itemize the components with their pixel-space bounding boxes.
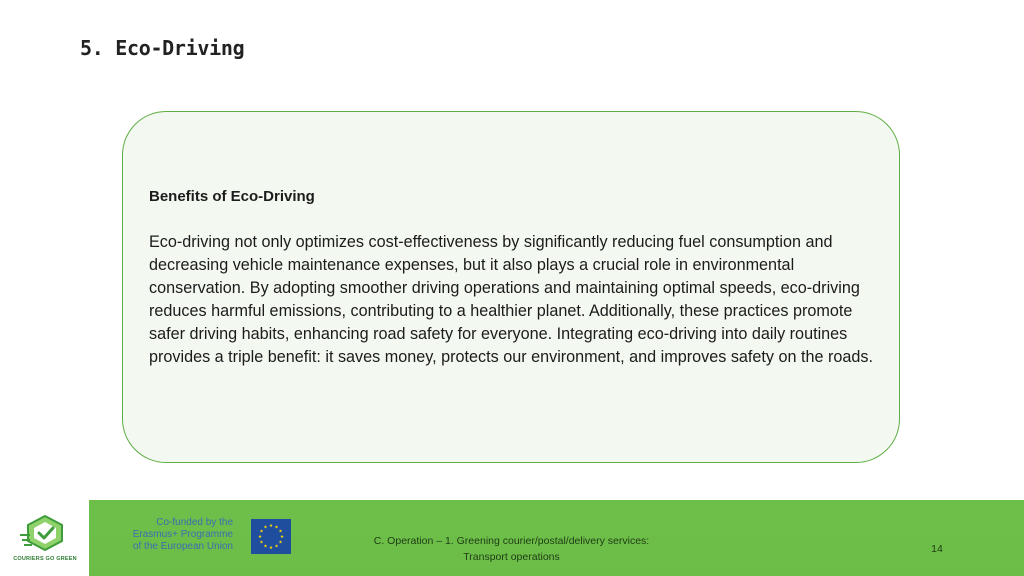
card-heading: Benefits of Eco-Driving	[149, 188, 315, 205]
slide-title: 5. Eco-Driving	[80, 36, 245, 60]
couriers-go-green-logo-icon	[20, 514, 70, 554]
logo-area	[0, 500, 89, 576]
cofunded-line-1: Co-funded by the	[156, 517, 233, 528]
benefits-card	[122, 111, 900, 463]
card-body-text: Eco-driving not only optimizes cost-effectiveness by significantly reducing fuel consumption and decreasing vehicle maintenance expenses, but it also plays a crucial role in environmental conservation. By adopting smoother driving operations and maintaining optimal speeds, eco-driving reduces harmful emissions, contributing to a healthier planet. Additionally, these practices promote safer driving habits, enhancing road safety for everyone. Integrating eco-driving into daily routines provides a triple benefit: it saves money, protects our environment, and improves safety on the roads.	[149, 233, 874, 367]
footer-band	[89, 500, 1024, 576]
footer-caption-line-1: C. Operation – 1. Greening courier/postal/delivery services:	[373, 535, 650, 547]
footer-caption-line-2: Transport operations	[463, 550, 560, 563]
cofunded-text	[117, 517, 233, 553]
cofunded-line-3: of the European Union	[132, 541, 233, 552]
eu-flag-icon	[251, 519, 291, 554]
slide-footer	[0, 500, 1024, 576]
logo-text: COURIERS GO GREEN	[13, 556, 77, 562]
cofunded-line-2: Erasmus+ Programme	[132, 529, 233, 540]
footer-caption	[319, 534, 704, 565]
page-number: 14	[931, 543, 943, 555]
